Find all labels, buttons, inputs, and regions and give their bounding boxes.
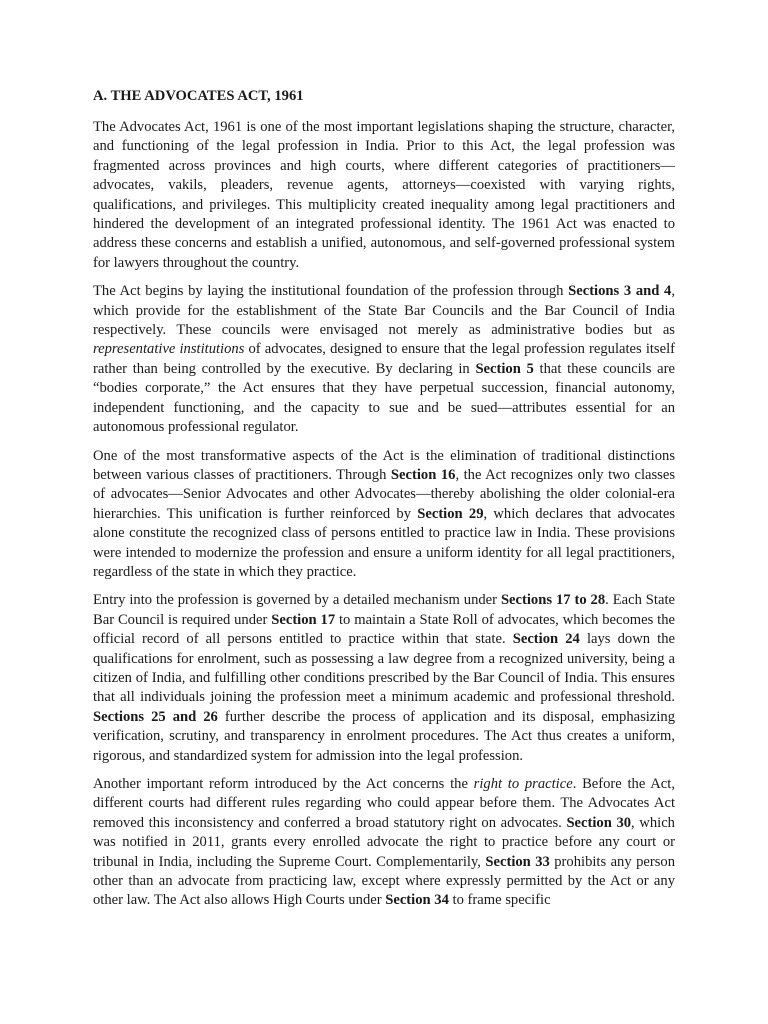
text-run: . Each State Bar Council is required under <box>93 592 675 628</box>
paragraph <box>93 591 675 766</box>
text-run: of advocates, designed to ensure that the legal profession regulates itself rather than being controlled by the executive. By declaring in <box>93 341 676 377</box>
paragraph <box>93 118 675 273</box>
bold-text: Section 29 <box>417 505 484 522</box>
bold-text: Sections 3 and 4 <box>568 283 672 300</box>
bold-text: Section 24 <box>512 631 580 648</box>
text-run: , the Act recognizes only two classes of advocates—Senior Advocates and other Advocates—thereby abolishing the older colonial-era hierarchies. This unification is further reinforced by <box>93 466 675 522</box>
text-run: prohibits any person other than an advocate from practicing law, except where expressly permitted by the Act or any other law. The Act also allows High Courts under <box>93 853 675 909</box>
text-run: to frame specific <box>448 892 551 909</box>
text-run: Entry into the profession is governed by a detailed mechanism under <box>93 592 501 609</box>
bold-text: Section 16 <box>390 466 456 483</box>
bold-text: Section 34 <box>385 892 449 909</box>
bold-text: Sections 25 and 26 <box>93 708 218 725</box>
bold-text: Section 5 <box>475 360 534 377</box>
paragraph <box>93 447 675 583</box>
bold-text: Section 30 <box>566 814 632 831</box>
text-run: , which was notified in 2011, grants every enrolled advocate the right to practice before any court or tribunal in India, including the Supreme Court. Complementarily, <box>93 814 675 870</box>
text-run: , which provide for the establishment of the State Bar Councils and the Bar Council of India respectively. These councils were envisaged not merely as administrative bodies but as <box>93 283 675 339</box>
text-run: that these councils are “bodies corporate,” the Act ensures that they have perpetual succession, financial autonomy, independent functioning, and the capacity to sue and be sued—attributes essential for an autonomous professional regulator. <box>93 360 675 436</box>
italic-text: representative institutions <box>93 341 245 358</box>
text-run: The Advocates Act, 1961 is one of the most important legislations shaping the structure, character, and functioning of the legal profession in India. Prior to this Act, the legal profession was fragmented across provinces and high courts, where different categories of practitioners—advocates, vakils, pleaders, revenue agents, attorneys—coexisted with varying rights, qualifications, and privileges. This multiplicity created inequality among legal practitioners and hindered the development of an integrated professional identity. The 1961 Act was enacted to address these concerns and establish a unified, autonomous, and self-governed professional system for lawyers throughout the country. <box>93 119 675 271</box>
text-run: One of the most transformative aspects of the Act is the elimination of traditional distinctions between various classes of practitioners. Through <box>93 447 675 483</box>
bold-text: Section 33 <box>485 853 550 870</box>
text-run: to maintain a State Roll of advocates, which becomes the official record of all persons entitled to practice within that state. <box>93 611 675 648</box>
text-run: further describe the process of application and its disposal, emphasizing verification, scrutiny, and transparency in enrolment procedures. The Act thus creates a uniform, rigorous, and standardized system for admission into the legal profession. <box>93 708 675 764</box>
text-run: lays down the qualifications for enrolment, such as possessing a law degree from a recognized university, being a citizen of India, and fulfilling other conditions prescribed by the Bar Council of India. This ensures that all individuals joining the profession meet a minimum academic and professional threshold. <box>93 631 675 706</box>
italic-text: right to practice <box>473 776 573 792</box>
document-body <box>93 118 675 911</box>
bold-text: Sections 17 to 28 <box>500 592 606 609</box>
bold-text: Section 17 <box>271 611 336 628</box>
paragraph <box>93 282 675 437</box>
text-run: , which declares that advocates alone constitute the recognized class of persons entitled to practice law in India. These provisions were intended to modernize the profession and ensure a uniform identity for all legal practitioners, regardless of the state in which they practice. <box>93 505 675 580</box>
text-run: The Act begins by laying the institutional foundation of the profession through <box>93 283 569 300</box>
paragraph <box>93 775 675 911</box>
text-run: Another important reform introduced by the Act concerns the <box>93 776 474 792</box>
section-heading: A. THE ADVOCATES ACT, 1961 <box>93 88 304 104</box>
text-run: . Before the Act, different courts had different rules regarding who could appear before them. The Advocates Act removed this inconsistency and conferred a broad statutory right on advocates. <box>93 776 675 831</box>
